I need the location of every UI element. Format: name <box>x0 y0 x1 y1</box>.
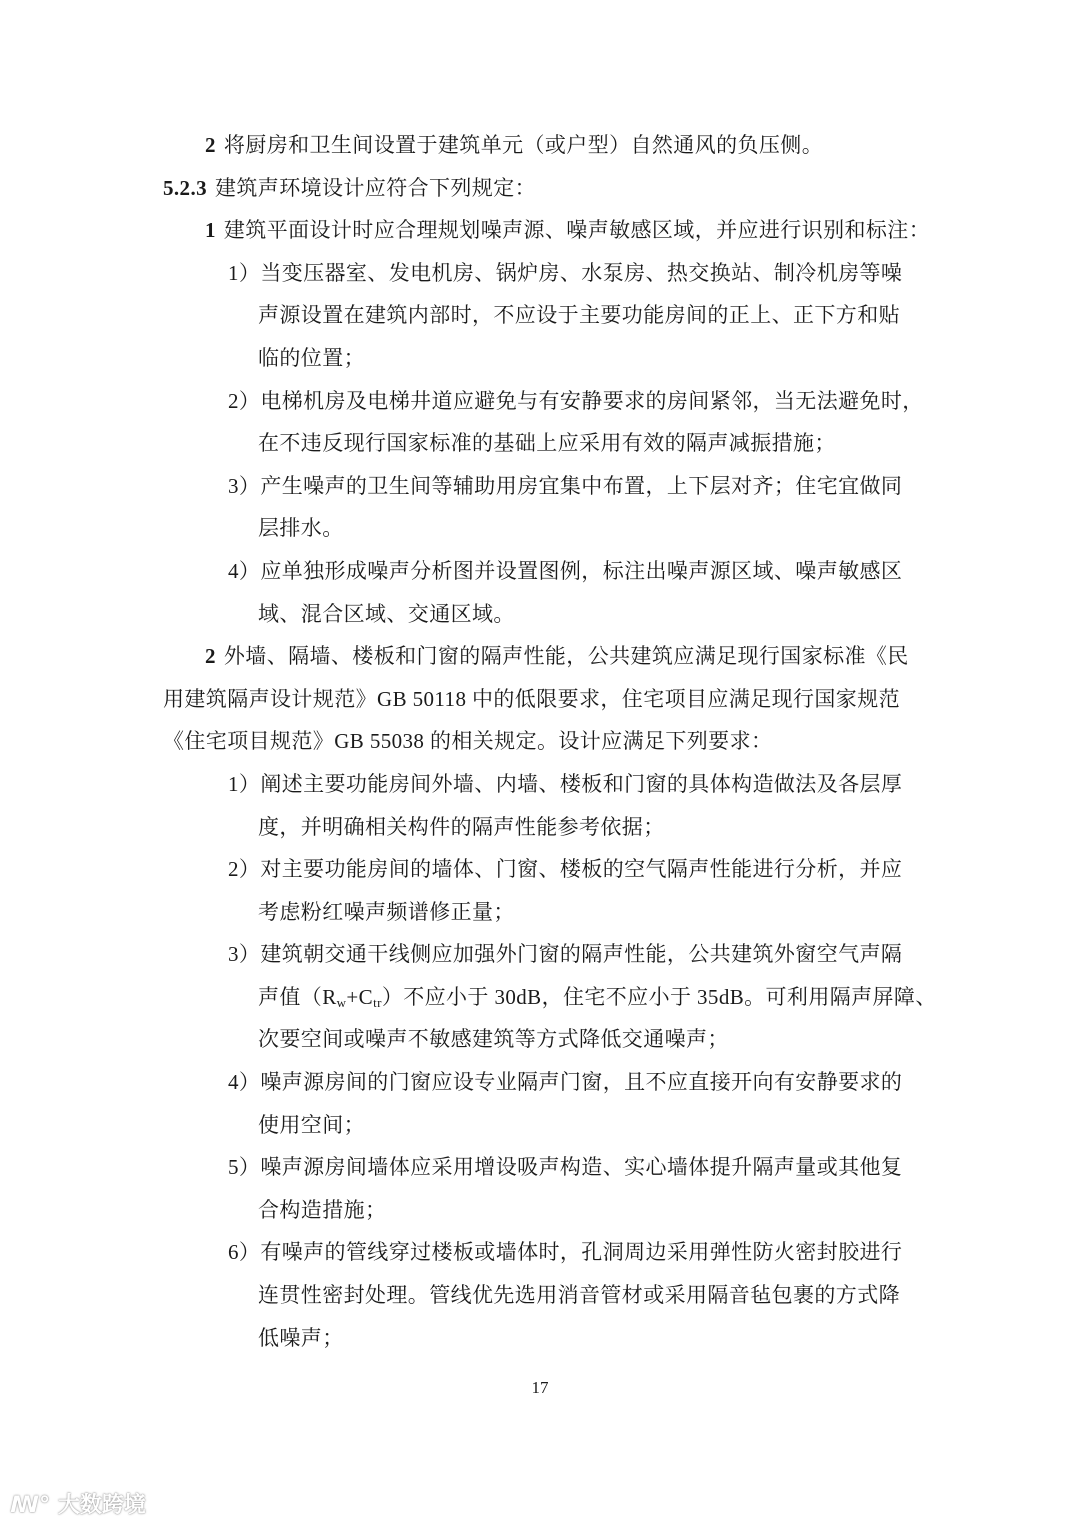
clause-number: 1 <box>205 218 216 243</box>
subscript: tr <box>373 994 382 1010</box>
text-segment: 度，并明确相关构件的隔声性能参考依据； <box>258 814 665 839</box>
text-line <box>0 1146 1080 1189</box>
text-line <box>0 933 1080 976</box>
list-item <box>0 465 1080 550</box>
text-segment: 当变压器室、发电机房、锅炉房、水泵房、热交换站、制冷机房等噪 <box>260 260 903 285</box>
text-segment: 将厨房和卫生间设置于建筑单元（或户型）自然通风的负压侧。 <box>223 133 824 157</box>
text-segment: 建筑声环境设计应符合下列规定： <box>215 175 536 200</box>
text-line <box>0 422 1080 465</box>
text-segment: 应单独形成噪声分析图并设置图例，标注出噪声源区域、噪声敏感区 <box>260 558 903 583</box>
text-segment: 用建筑隔声设计规范》GB 50118 中的低限要求，住宅项目应满足现行国家规范 <box>163 686 900 711</box>
text-segment: 合构造措施； <box>258 1197 387 1222</box>
text-line <box>0 891 1080 934</box>
clause-number: 3） <box>228 942 261 967</box>
text-line <box>0 1274 1080 1317</box>
clause-number: 5） <box>228 1155 261 1180</box>
watermark-text: 大数跨境 <box>57 1493 146 1518</box>
text-segment: 临的位置； <box>258 345 365 370</box>
clause-number: 3） <box>228 473 261 498</box>
text-line <box>0 1104 1080 1147</box>
text-line <box>0 1061 1080 1104</box>
text-segment: 阐述主要功能房间外墙、内墙、楼板和门窗的具体构造做法及各层厚 <box>260 771 903 796</box>
text-line <box>0 294 1080 337</box>
text-line <box>0 593 1080 636</box>
text-line <box>0 167 1080 210</box>
text-line <box>0 1018 1080 1061</box>
list-item <box>0 933 1080 1061</box>
list-item <box>0 252 1080 380</box>
text-line <box>0 550 1080 593</box>
clause-paragraph <box>0 635 1080 763</box>
text-segment: 层排水。 <box>258 516 344 541</box>
text-segment: 建筑平面设计时应合理规划噪声源、噪声敏感区域，并应进行识别和标注： <box>223 218 931 243</box>
list-item <box>0 1231 1080 1359</box>
text-line <box>0 848 1080 891</box>
text-line <box>0 720 1080 763</box>
text-segment: +C <box>346 984 374 1009</box>
text-line <box>0 678 1080 721</box>
text-line <box>0 337 1080 380</box>
text-line <box>0 1317 1080 1360</box>
list-item <box>0 848 1080 933</box>
clause-paragraph <box>0 124 1080 167</box>
text-segment: 声源设置在建筑内部时，不应设于主要功能房间的正上、正下方和贴 <box>258 303 900 328</box>
clause-paragraph <box>0 209 1080 252</box>
clause-number: 6） <box>228 1240 261 1265</box>
text-segment: ）不应小于 30dB，住宅不应小于 35dB。可利用隔声屏障、 <box>381 984 937 1009</box>
watermark-logo: ꟿ° 大数跨境 <box>10 1493 146 1518</box>
document-body <box>0 124 1080 1359</box>
list-item <box>0 1146 1080 1231</box>
text-line <box>0 635 1080 678</box>
clause-number: 2） <box>228 857 261 882</box>
text-segment: 低噪声； <box>258 1325 344 1350</box>
text-segment: 连贯性密封处理。管线优先选用消音管材或采用隔音毡包裹的方式降 <box>258 1283 900 1308</box>
text-line <box>0 465 1080 508</box>
clause-number: 2 <box>205 644 216 669</box>
text-segment: 《住宅项目规范》GB 55038 的相关规定。设计应满足下列要求： <box>163 729 773 754</box>
text-segment: 产生噪声的卫生间等辅助用房宜集中布置，上下层对齐；住宅宜做同 <box>260 473 903 498</box>
text-line <box>0 209 1080 252</box>
text-segment: 考虑粉红噪声频谱修正量； <box>258 899 515 924</box>
section-heading <box>0 167 1080 210</box>
text-segment: 外墙、隔墙、楼板和门窗的隔声性能，公共建筑应满足现行国家标准《民 <box>223 644 909 669</box>
text-line <box>0 1231 1080 1274</box>
clause-number: 1） <box>228 260 261 285</box>
list-item <box>0 1061 1080 1146</box>
list-item <box>0 763 1080 848</box>
clause-number: 1） <box>228 771 261 796</box>
text-segment: 域、混合区域、交通区域。 <box>258 601 515 626</box>
clause-number: 4） <box>228 558 261 583</box>
text-line <box>0 976 1080 1019</box>
text-segment: 在不违反现行国家标准的基础上应采用有效的隔声减振措施； <box>258 431 836 456</box>
text-line <box>0 1189 1080 1232</box>
text-segment: 声值（R <box>258 984 337 1009</box>
text-segment: 噪声源房间的门窗应设专业隔声门窗，且不应直接开向有安静要求的 <box>260 1070 903 1095</box>
clause-number: 2） <box>228 388 261 413</box>
text-line <box>0 507 1080 550</box>
subscript: w <box>336 994 347 1010</box>
clause-number: 5.2.3 <box>163 175 207 200</box>
clause-number: 2 <box>205 133 216 157</box>
text-line <box>0 806 1080 849</box>
page-number: 17 <box>531 1378 549 1397</box>
clause-number: 4） <box>228 1070 261 1095</box>
list-item <box>0 380 1080 465</box>
text-line <box>0 380 1080 423</box>
text-line <box>0 252 1080 295</box>
text-segment: 使用空间； <box>258 1112 365 1137</box>
text-segment: 对主要功能房间的墙体、门窗、楼板的空气隔声性能进行分析，并应 <box>260 857 903 882</box>
list-item <box>0 550 1080 635</box>
text-line <box>0 763 1080 806</box>
text-segment: 次要空间或噪声不敏感建筑等方式降低交通噪声； <box>258 1027 729 1052</box>
text-line <box>0 124 1080 167</box>
text-segment: 有噪声的管线穿过楼板或墙体时，孔洞周边采用弹性防火密封胶进行 <box>260 1240 903 1265</box>
text-segment: 噪声源房间墙体应采用增设吸声构造、实心墙体提升隔声量或其他复 <box>260 1155 903 1180</box>
text-segment: 电梯机房及电梯井道应避免与有安静要求的房间紧邻，当无法避免时， <box>260 388 924 413</box>
text-segment: 建筑朝交通干线侧应加强外门窗的隔声性能，公共建筑外窗空气声隔 <box>260 942 903 967</box>
